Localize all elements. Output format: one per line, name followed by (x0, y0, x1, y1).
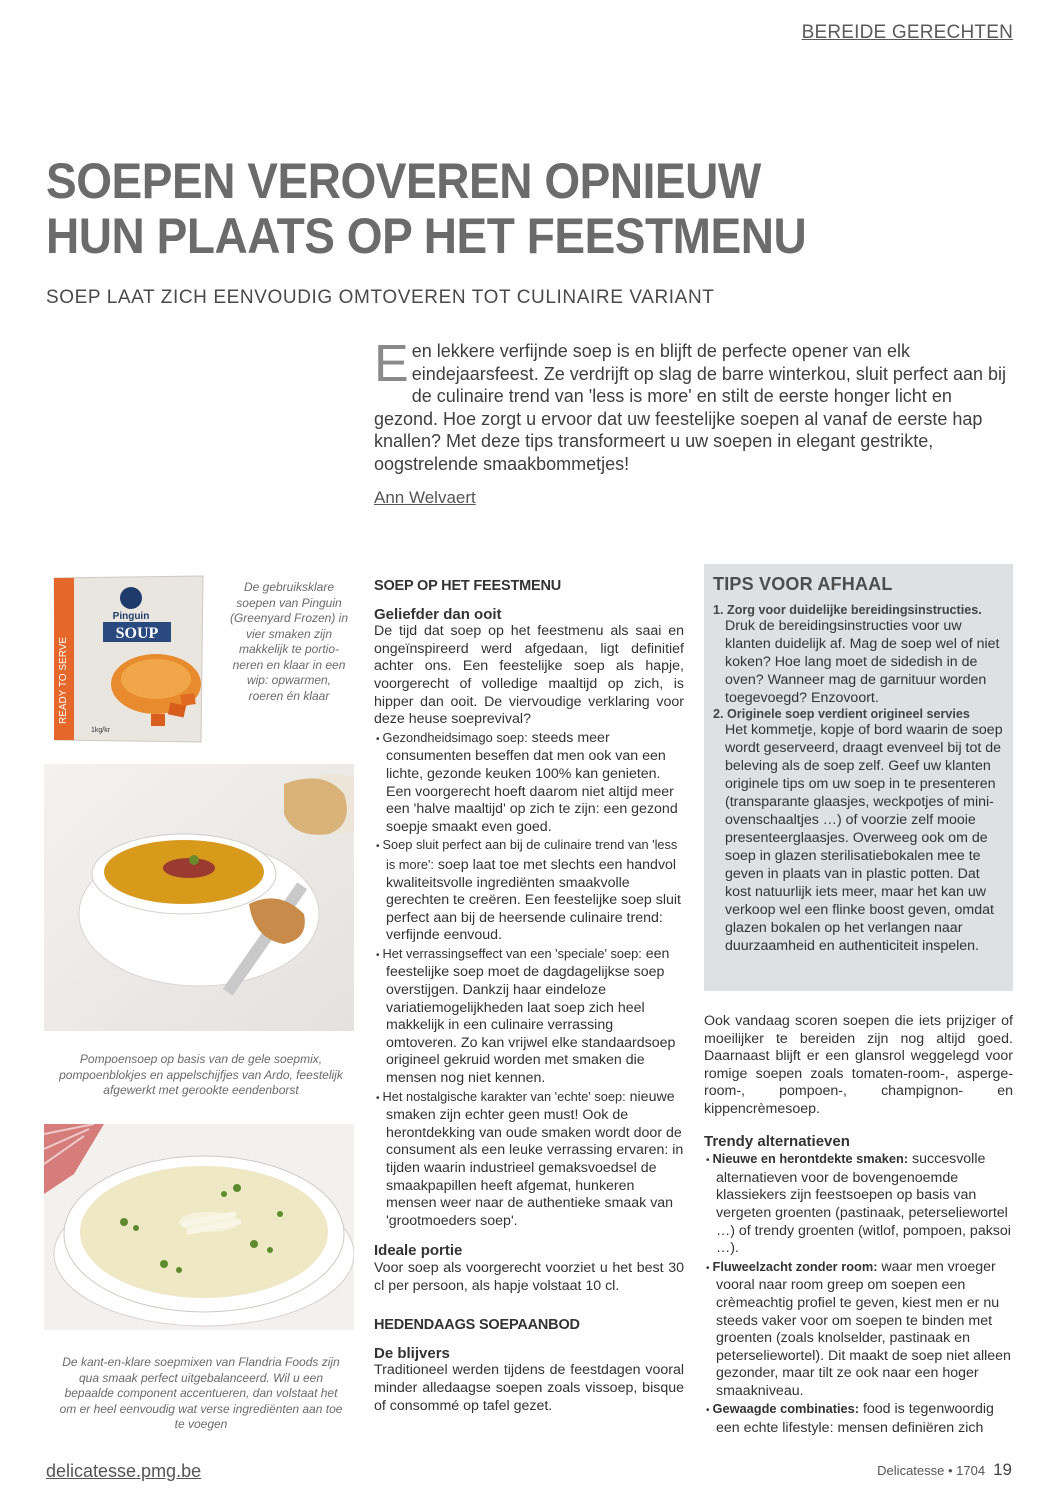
list-item: • Gezondheidsimago soep: steeds meer consumenten beseffen dat men ook van een lichte, gezonde keuken 100% kan genieten. Een voorgerecht hoeft daarom niet altijd meer een 'halve maaltijd' op zich te zijn: een gezond soepje smaakt even goed. (376, 729, 678, 835)
paragraph-intro-mid: De tijd dat soep op het feestmenu als saai en ongeïnspireerd werd afgedaan, ligt definitief achter ons. Een feestelijke soep als hapje, voorgerecht of volledige maaltijd op zich, is hipper dan ooit. De viervoudige verklaring voor deze heuse soeprevival? (374, 623, 684, 728)
tips-title: TIPS VOOR AFHAAL (713, 574, 893, 594)
subheading-blijvers: De blijvers (374, 1344, 450, 1362)
pumpkin-soup-photo (44, 764, 354, 1031)
intro-paragraph (374, 335, 1014, 475)
pack-side-text: READY TO SERVE (58, 636, 69, 724)
soup-pack-image (51, 574, 206, 744)
tip-2-body: Het kommetje, kopje of bord waarin de soep wordt geserveerd, draagt evenveel bij tot de beleving als de soep zelf. Geef uw klanten originele tips om uw soep in te presenteren (transparante glaasjes, weckpotjes of mini-ovenschaaltjes …) of voorzie zelf mooie presenteerglaasjes. Overweeg ook om de soep in glazen sterilisatiebokalen mee te geven in plaats van in plastic potten. Dat kost natuurlijk iets meer, maar het kan uw verkoop wel een flinke boost geven, omdat glazen bokalen op het verlangen naar duurzaamheid en authenticiteit inspelen. (725, 722, 1003, 954)
section-heading-soepaanbod: HEDENDAAGS SOEPAANBOD (374, 1317, 580, 1334)
page-footer-info (877, 1460, 1012, 1480)
subheading-geliefder: Geliefder dan ooit (374, 605, 502, 623)
paragraph-blijvers: Traditioneel werden tijdens de feestdagen vooral minder alledaagse soepen zoals vissoep, bisque of consommé op tafel gezet. (374, 1362, 684, 1414)
title-line-1: SOEPEN VEROVEREN OPNIEUW (46, 153, 761, 209)
article-subtitle: SOEP LAAT ZICH EENVOUDIG OMTOVEREN TOT CULINAIRE VARIANT (46, 287, 715, 308)
tip-2-heading: 2. Originele soep verdient origineel servies (713, 707, 970, 721)
section-tag: BEREIDE GERECHTEN (801, 22, 1013, 43)
title-line-2: HUN PLAATS OP HET FEESTMENU (46, 208, 807, 264)
article-title (46, 154, 874, 264)
pack-product-text: SOUP (115, 625, 159, 642)
list-item: • Fluweelzacht zonder room: waar men vroeger vooral naar room greep om soepen een crèmeachtig profiel te geven, kiest men er nu steeds vaker voor om soepen te binden met groenten (zoals knolselder, pastinaak en peterseliewortel). Dit maakt de soep niet alleen gezonder, maar tilt ze ook naar een hoger smaakniveau. (706, 1258, 1011, 1399)
list-item: • Gewaagde combinaties: food is tegenwoordig een echte lifestyle: mensen definiëren zich (706, 1401, 994, 1437)
trends-list (704, 1150, 1013, 1438)
caption-flandria: De kant-en-klare soepmixen van Flandria Foods zijn qua smaak perfect uitgebalanceerd. Wil u een bepaalde component accentueren, dan volstaat het om er heel eenvoudig wat verse ingrediënten aan toe te voegen (59, 1355, 343, 1431)
subheading-trendy: Trendy alternatieven (704, 1132, 850, 1150)
subheading-portie: Ideale portie (374, 1242, 463, 1260)
caption-pinguin: De gebruiksklare soepen van Pinguin (Greenyard Frozen) in vier smaken zijn makkelijk te portio-neren en klaar in een wip: opwarmen, roeren én klaar (229, 580, 349, 703)
tip-1-heading: 1. Zorg voor duidelijke bereidingsinstructies. (713, 603, 982, 617)
tip-1-body: Druk de bereidingsinstructies voor uw klanten duidelijk af. Mag de soep wel of niet koken? Hoe lang moet de sidedish in de oven? Wanneer mag de garnituur worden toegevoegd? Enzovoort. (725, 618, 1000, 706)
website-link[interactable]: delicatesse.pmg.be (46, 1461, 202, 1481)
issue-label: Delicatesse • 1704 (877, 1463, 986, 1478)
article-column-right (704, 1013, 1013, 1438)
article-column-middle (374, 578, 684, 1415)
reasons-list (374, 729, 684, 1231)
list-item: • Het verrassingseffect van een 'speciale' soep: een feestelijke soep moet de dagdagelijkse soep overstijgen. Dankzij haar eindeloze variatiemogelijkheden laat soep zich heel makkelijk in een culinaire verrassing omtoveren. Zo kan vrijwel elke standaardsoep origineel gekruid worden met smaken die mensen nog niet kennen. (376, 945, 676, 1087)
list-item: • Het nostalgische karakter van 'echte' soep: nieuwe smaken zijn echter geen must! Ook de herontdekking van oude smaken wordt door de consument als een leuke verrassing ervaren: in tijden waarin industrieel gemaksvoedsel de smaakpapillen heeft afgemat, hunkeren mensen weer naar de authentieke smaak van 'grootmoeders soep'. (376, 1088, 684, 1229)
section-heading-feestmenu: SOEP OP HET FEESTMENU (374, 578, 562, 594)
paragraph-portie: Voor soep als voorgerecht voorziet u het best 30 cl per persoon, als hapje volstaat 10 cl. (374, 1259, 684, 1294)
pack-weight-text: 1kg/kr (91, 727, 111, 734)
drop-cap: E (374, 335, 409, 393)
asparagus-soup-photo (44, 1124, 354, 1330)
tips-box (704, 564, 1013, 991)
caption-ardo: Pompoensoep op basis van de gele soepmix, pompoenblokjes en appelschijfjes van Ardo, feestelijk afgewerkt met gerookte eendenborst (59, 1052, 343, 1097)
list-item: • Nieuwe en herontdekte smaken: succesvolle alternatieven voor de bovengenoemde klassiekers zijn feestsoepen op basis van vergeten groenten (pastinaak, peterseliewortel …) of trendy groenten (witlof, pompoen, paksoi …). (706, 1151, 1011, 1257)
intro-block (374, 335, 1014, 510)
intro-text: en lekkere verfijnde soep is en blijft de perfecte opener van elk eindejaarsfeest. Ze verdrijft op slag de barre winterkou, sluit perfect aan bij de culinaire trend van 'less is more' en stilt de eerste honger licht en gezond. Hoe zorgt u ervoor dat uw feestelijke soepen al vanaf de eerste hap knallen? Met deze tips transformeert u uw soepen in elegant gestrikte, oogstrelende smaakbommetjes! (374, 341, 1006, 474)
page-number: 19 (993, 1460, 1012, 1479)
paragraph-right-intro: Ook vandaag scoren soepen die iets prijziger of moeilijker te bereiden zijn nog altijd goed. Daarnaast blijft er een glansrol weggelegd voor romige soepen zoals tomaten-room-, asperge-room-, pompoen-, champignon- en kippencrèmesoep. (704, 1013, 1013, 1117)
list-item: • Soep sluit perfect aan bij de culinaire trend van 'less is more': soep laat toe met slechts een handvol kwaliteitsvolle ingrediënten smaakvolle gerechten te creëren. Een feestelijke soep sluit perfect aan bij de heersende culinaire trend: verfijnde eenvoud. (376, 837, 681, 944)
author-byline: Ann Welvaert (374, 488, 476, 507)
pack-brand-text: Pinguin (112, 611, 150, 622)
